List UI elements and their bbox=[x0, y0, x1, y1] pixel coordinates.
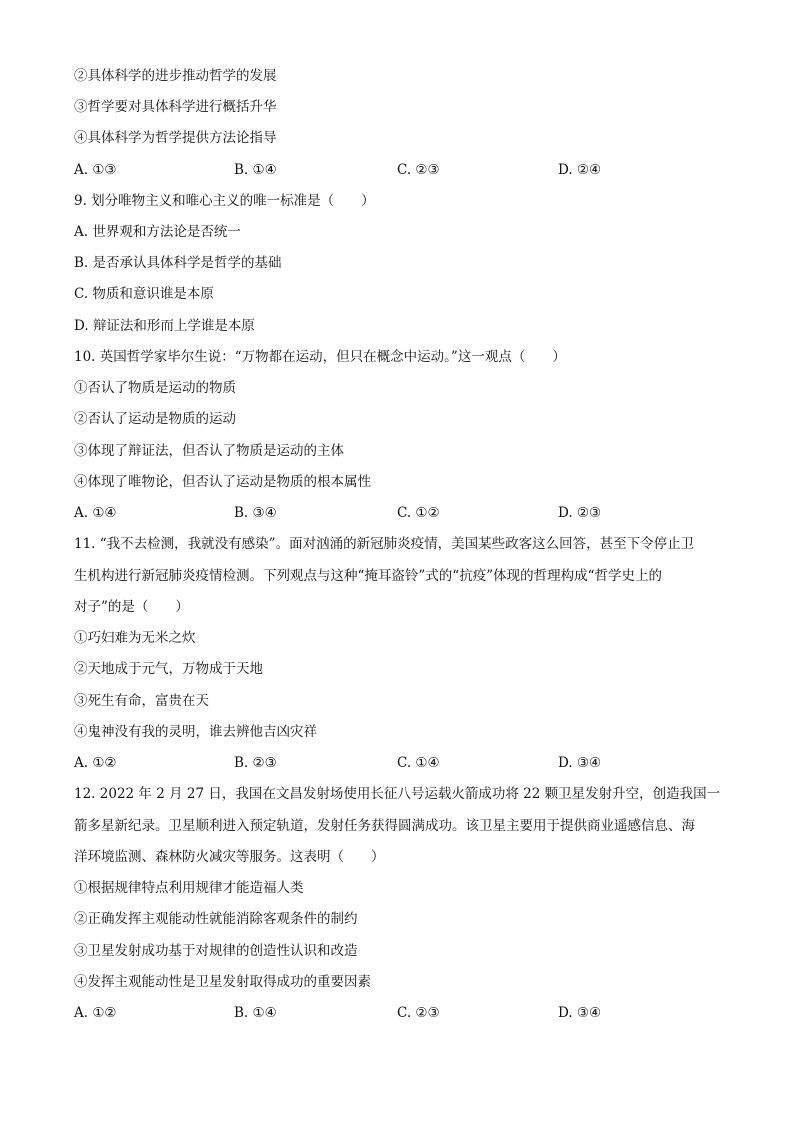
q9-option-b: B. 是否承认具体科学是哲学的基础 bbox=[74, 255, 282, 271]
q10-statement-2: ②否认了运动是物质的运动 bbox=[74, 411, 236, 427]
q12-stem-line-3: 洋环境监测、森林防火减灾等服务。这表明（ ） bbox=[74, 849, 385, 865]
q12-statement-4: ④发挥主观能动性是卫星发射取得成功的重要因素 bbox=[74, 974, 371, 990]
q12-option-d: D. ③④ bbox=[558, 1005, 602, 1021]
q9-stem: 9. 划分唯物主义和唯心主义的唯一标准是（ ） bbox=[74, 193, 375, 209]
q10-statement-1: ①否认了物质是运动的物质 bbox=[74, 380, 236, 396]
q10-option-a: A. ①④ bbox=[74, 505, 117, 521]
q11-options bbox=[74, 753, 734, 773]
q8-options bbox=[74, 160, 734, 180]
q9-option-d: D. 辩证法和形而上学谁是本原 bbox=[74, 318, 255, 334]
q11-option-d: D. ③④ bbox=[558, 755, 602, 771]
q12-stem-line-1: 12. 2022 年 2 月 27 日，我国在文昌发射场使用长征八号运载火箭成功将 22 颗卫星发射升空，创造我国一 bbox=[74, 786, 721, 802]
q10-option-b: B. ③④ bbox=[234, 505, 277, 521]
q12-stem-line-2: 箭多星新纪录。卫星顺利进入预定轨道，发射任务获得圆满成功。该卫星主要用于提供商业遥感信息、海 bbox=[74, 818, 695, 834]
q10-statement-4: ④体现了唯物论，但否认了运动是物质的根本属性 bbox=[74, 474, 371, 490]
q11-option-a: A. ①② bbox=[74, 755, 117, 771]
q9-option-c: C. 物质和意识谁是本原 bbox=[74, 286, 214, 302]
q8-option-d: D. ②④ bbox=[558, 162, 602, 178]
q11-statement-1: ①巧妇难为无米之炊 bbox=[74, 630, 196, 646]
q11-statement-2: ②天地成于元气，万物成于天地 bbox=[74, 661, 263, 677]
q12-statement-2: ②正确发挥主观能动性就能消除客观条件的制约 bbox=[74, 911, 358, 927]
q11-stem-line-3: 对子”的是（ ） bbox=[74, 599, 189, 615]
q11-stem-line-2: 生机构进行新冠肺炎疫情检测。下列观点与这种“掩耳盗铃”式的“抗疫”体现的哲理构成“哲学史上的 bbox=[74, 568, 663, 584]
q12-statement-1: ①根据规律特点利用规律才能造福人类 bbox=[74, 880, 304, 896]
q11-statement-3: ③死生有命，富贵在天 bbox=[74, 693, 209, 709]
q10-statement-3: ③体现了辩证法，但否认了物质是运动的主体 bbox=[74, 443, 344, 459]
q12-option-b: B. ①④ bbox=[234, 1005, 277, 1021]
q12-option-c: C. ②③ bbox=[397, 1005, 440, 1021]
q10-stem: 10. 英国哲学家毕尔生说：“万物都在运动，但只在概念中运动。”这一观点（ ） bbox=[74, 349, 566, 365]
q10-option-d: D. ②③ bbox=[558, 505, 602, 521]
q10-option-c: C. ①② bbox=[397, 505, 440, 521]
q8-statement-4: ④具体科学为哲学提供方法论指导 bbox=[74, 130, 277, 146]
q11-stem-line-1: 11. “我不去检测，我就没有感染”。面对汹涌的新冠肺炎疫情，美国某些政客这么回答，甚至下令停止卫 bbox=[74, 536, 695, 552]
q8-statement-2: ②具体科学的进步推动哲学的发展 bbox=[74, 68, 277, 84]
q12-statement-3: ③卫星发射成功基于对规律的创造性认识和改造 bbox=[74, 943, 358, 959]
q12-option-a: A. ①② bbox=[74, 1005, 117, 1021]
q9-option-a: A. 世界观和方法论是否统一 bbox=[74, 224, 241, 240]
q8-option-c: C. ②③ bbox=[397, 162, 440, 178]
q12-options bbox=[74, 1003, 734, 1023]
q10-options bbox=[74, 503, 734, 523]
q8-statement-3: ③哲学要对具体科学进行概括升华 bbox=[74, 99, 277, 115]
q11-option-c: C. ①④ bbox=[397, 755, 440, 771]
q8-option-a: A. ①③ bbox=[74, 162, 117, 178]
q11-statement-4: ④鬼神没有我的灵明，谁去辨他吉凶灾祥 bbox=[74, 724, 317, 740]
q8-option-b: B. ①④ bbox=[234, 162, 277, 178]
q11-option-b: B. ②③ bbox=[234, 755, 277, 771]
